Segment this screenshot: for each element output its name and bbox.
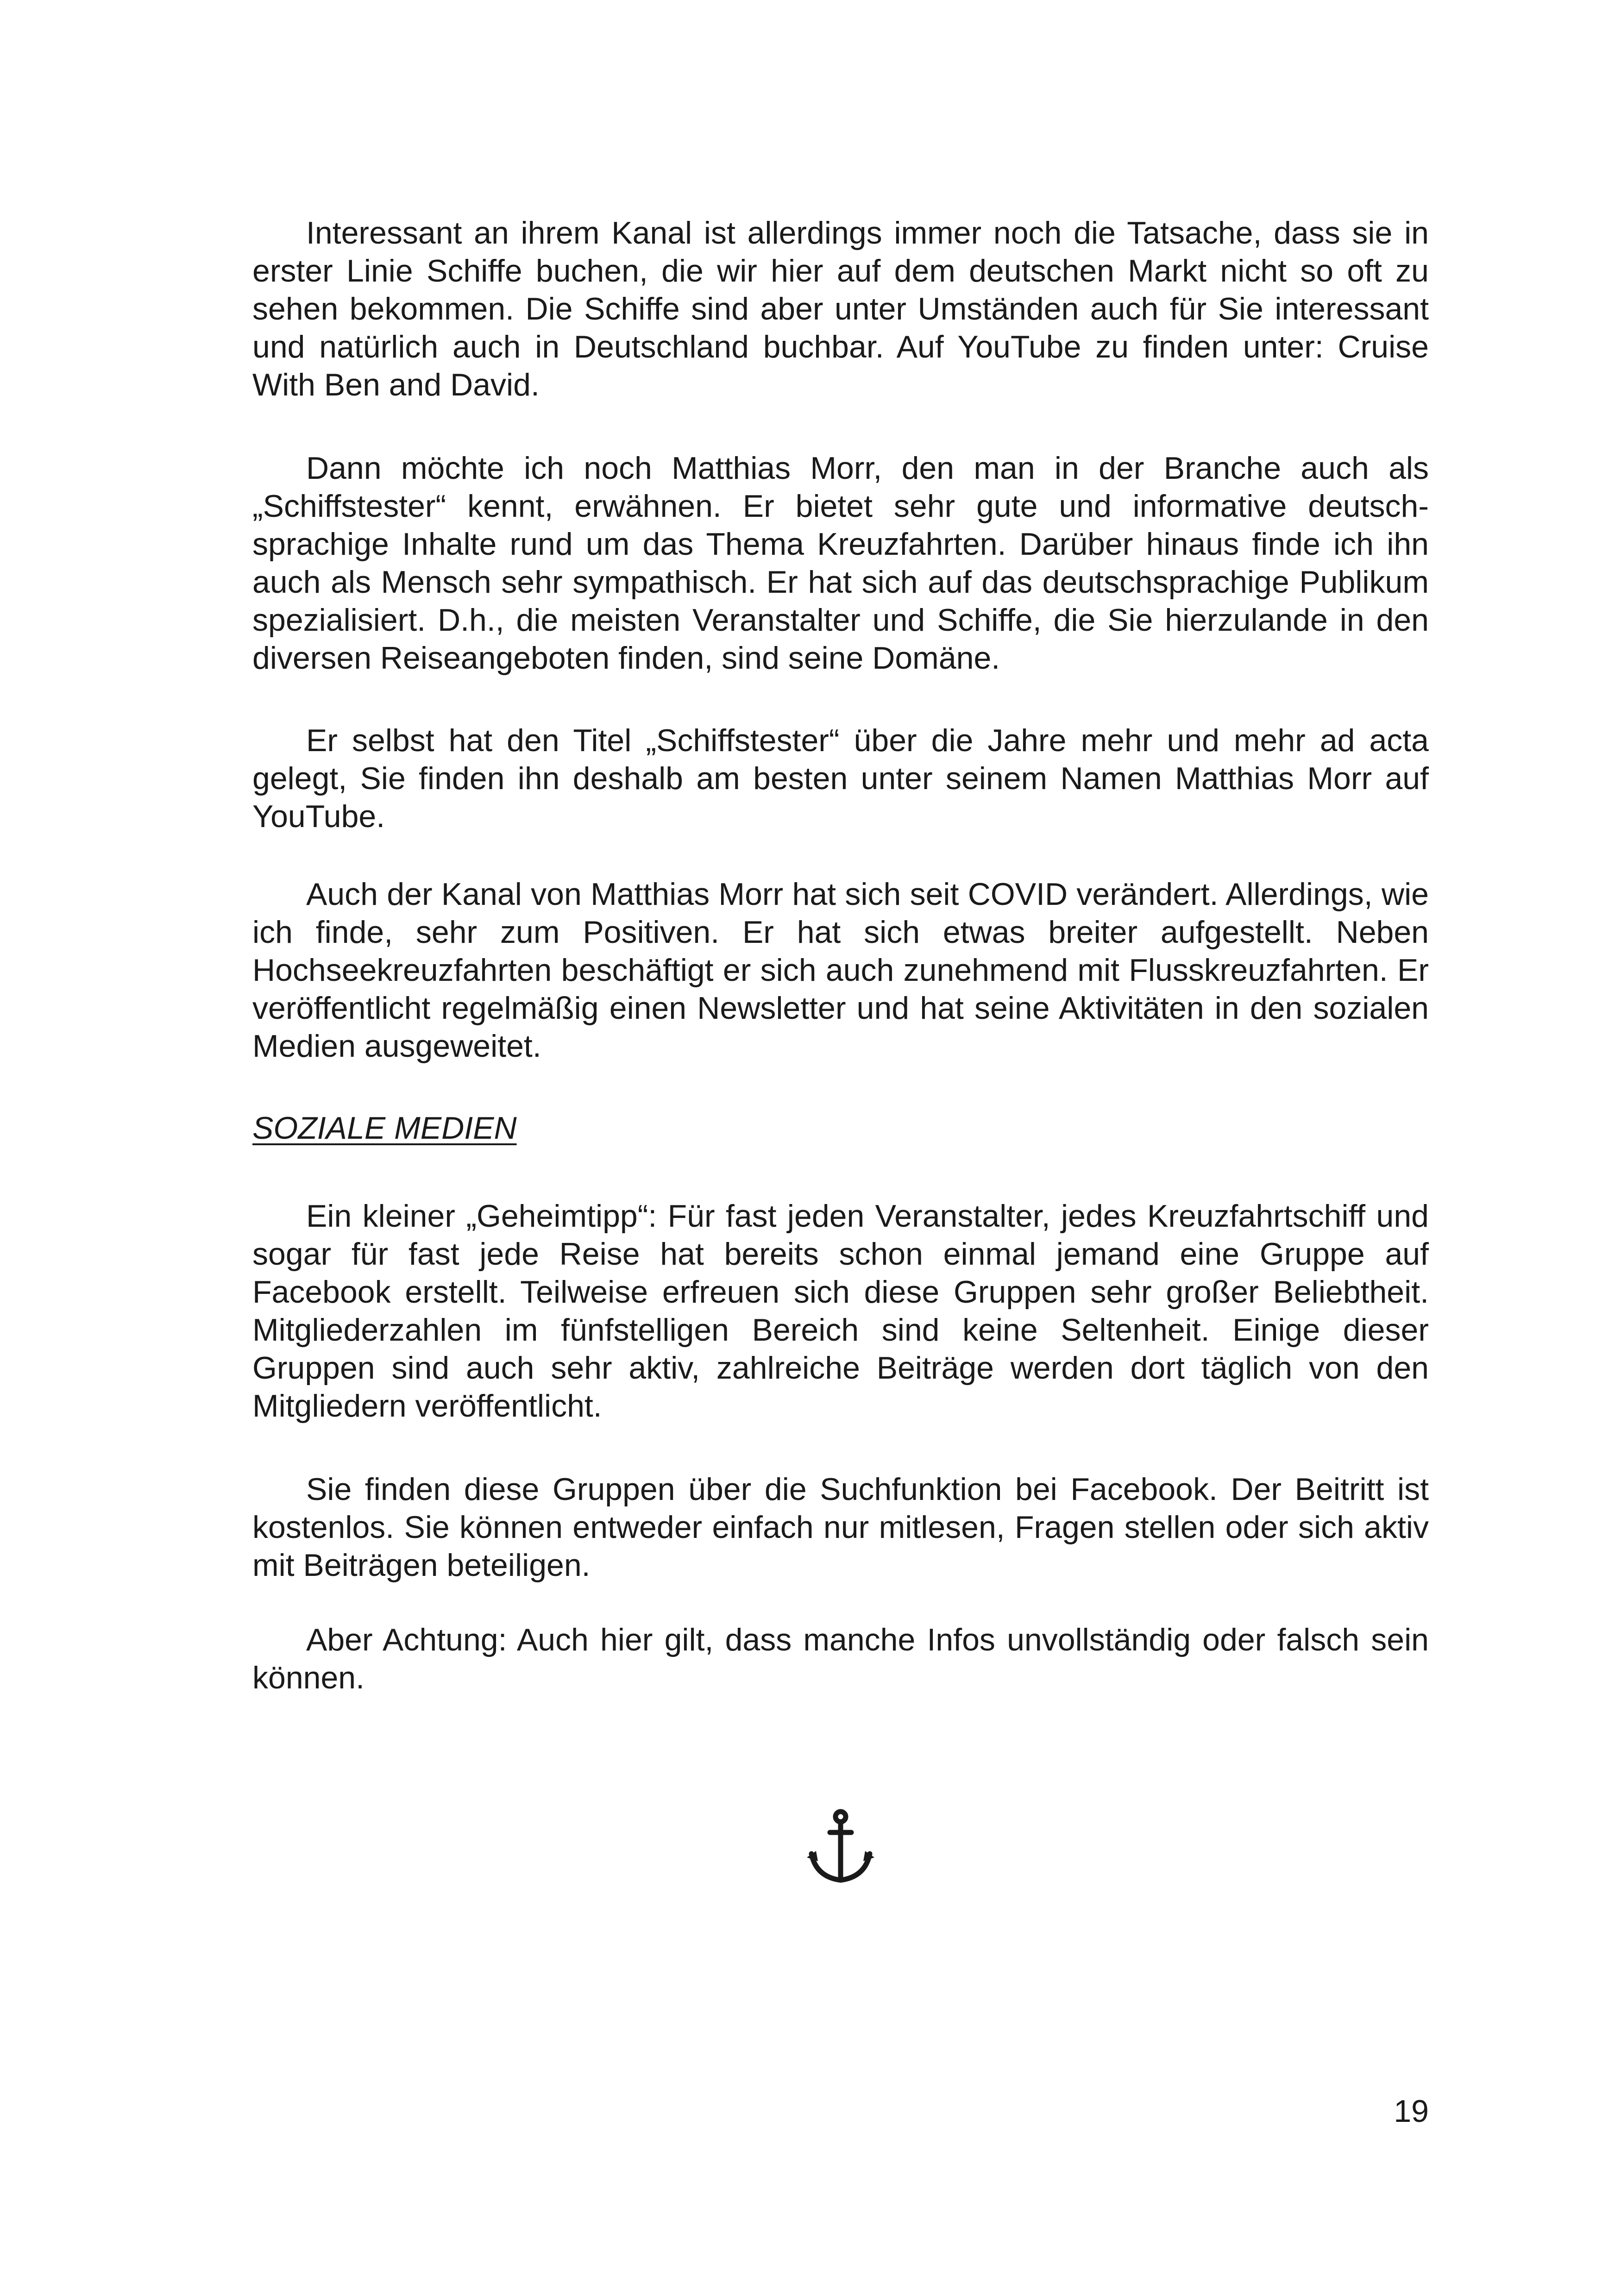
page-number: 19: [1394, 2094, 1429, 2129]
body-paragraph: Er selbst hat den Titel „Schiffstester“ über die Jahre mehr und mehr ad acta gelegt, Sie finden ihn deshalb am besten unter seinem Namen Matthias Morr auf YouTube.: [252, 723, 1429, 834]
body-paragraph: Ein kleiner „Geheimtipp“: Für fast jeden Veranstalter, jedes Kreuzfahrtschiff und sogar für fast jede Reise hat bereits schon einmal jemand eine Gruppe auf Facebook erstellt. Teilweise erfreuen sich diese Gruppen sehr großer Beliebtheit. Mitgliederzahlen im fünfstelligen Bereich sind keine Seltenheit. Einige dieser Gruppen sind auch sehr aktiv, zahlreiche Beiträge werden dort täglich von den Mitgliedern veröffentlicht.: [252, 1198, 1429, 1424]
body-paragraph: Auch der Kanal von Matthias Morr hat sich seit COVID verändert. Allerdings, wie ich finde, sehr zum Positiven. Er hat sich etwas breiter aufgestellt. Neben Hochseekreuzfahrten beschäftigt er sich auch zunehmend mit Flusskreuzfahrten. Er veröffentlicht regelmäßig einen Newsletter und hat seine Aktivitäten in den sozialen Medien ausgeweitet.: [252, 877, 1429, 1064]
section-heading: SOZIALE MEDIEN: [252, 1110, 517, 1146]
body-paragraph: Aber Achtung: Auch hier gilt, dass manche Infos unvollständig oder falsch sein können.: [252, 1622, 1429, 1695]
body-paragraph: Sie finden diese Gruppen über die Suchfunktion bei Facebook. Der Beitritt ist kostenlos. Sie können entweder einfach nur mitlesen, Fragen stellen oder sich aktiv mit Beiträgen beteiligen.: [252, 1472, 1429, 1583]
body-paragraph: Dann möchte ich noch Matthias Morr, den man in der Branche auch als „Schiffstester“ kennt, erwähnen. Er bietet sehr gute und informative deutschsprachige Inhalte rund um das Thema Kreuzfahrten. Darüber hinaus finde ich ihn auch als Mensch sehr sympathisch. Er hat sich auf das deutschsprachige Publikum spezialisiert. D.h., die meisten Veranstalter und Schiffe, die Sie hierzulande in den diversen Reiseangeboten finden, sind seine Domäne.: [252, 451, 1429, 676]
anchor-icon: [806, 1808, 875, 1887]
body-paragraph: Interessant an ihrem Kanal ist allerdings immer noch die Tatsache, dass sie in erster Linie Schiffe buchen, die wir hier auf dem deutschen Markt nicht so oft zu sehen bekommen. Die Schiffe sind aber unter Umständen auch für Sie interessant und natürlich auch in Deutschland buchbar. Auf YouTube zu finden unter: Cruise With Ben and David.: [252, 215, 1429, 402]
